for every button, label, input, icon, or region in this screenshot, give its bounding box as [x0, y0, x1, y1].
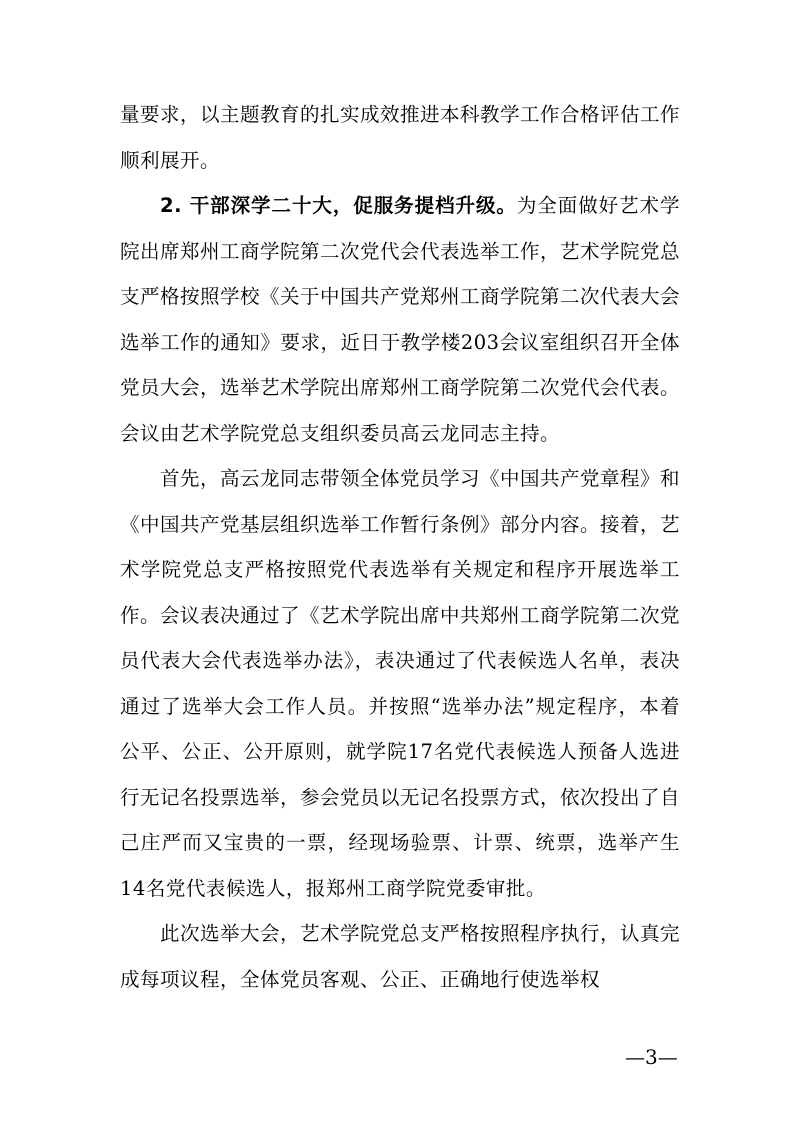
paragraph-3 [120, 456, 680, 911]
paragraph-4-text: 此次选举大会，艺术学院党总支严格按照程序执行，认真完成每项议程，全体党员客观、公正、正确地行使选举权 [120, 922, 681, 991]
paragraph-2 [120, 183, 680, 456]
document-body [120, 92, 680, 1002]
paragraph-1-text: 量要求，以主题教育的扎实成效推进本科教学工作合格评估工作顺利展开。 [120, 103, 681, 172]
section-heading: 2. 干部深学二十大，促服务提档升级。 [160, 194, 517, 217]
paragraph-2-text: 为全面做好艺术学院出席郑州工商学院第二次党代会代表选举工作，艺术学院党总支严格按照学校《关于中国共产党郑州工商学院第二次代表大会选举工作的通知》要求，近日于教学楼203会议室组织召开全体党员大会，选举艺术学院出席郑州工商学院第二次党代会代表。会议由艺术学院党总支组织委员高云龙同志主持。 [120, 194, 681, 445]
paragraph-4 [120, 911, 680, 1002]
paragraph-3-text: 首先，高云龙同志带领全体党员学习《中国共产党章程》和《中国共产党基层组织选举工作暂行条例》部分内容。接着，艺术学院党总支严格按照党代表选举有关规定和程序开展选举工作。会议表决通过了《艺术学院出席中共郑州工商学院第二次党员代表大会代表选举办法》，表决通过了代表候选人名单，表决通过了选举大会工作人员。并按照“选举办法”规定程序，本着公平、公正、公开原则，就学院17名党代表候选人预备人选进行无记名投票选举，参会党员以无记名投票方式，依次投出了自己庄严而又宝贵的一票，经现场验票、计票、统票，选举产生14名党代表候选人，报郑州工商学院党委审批。 [120, 467, 681, 900]
page-number: —3— [625, 1045, 678, 1069]
paragraph-1 [120, 92, 680, 183]
